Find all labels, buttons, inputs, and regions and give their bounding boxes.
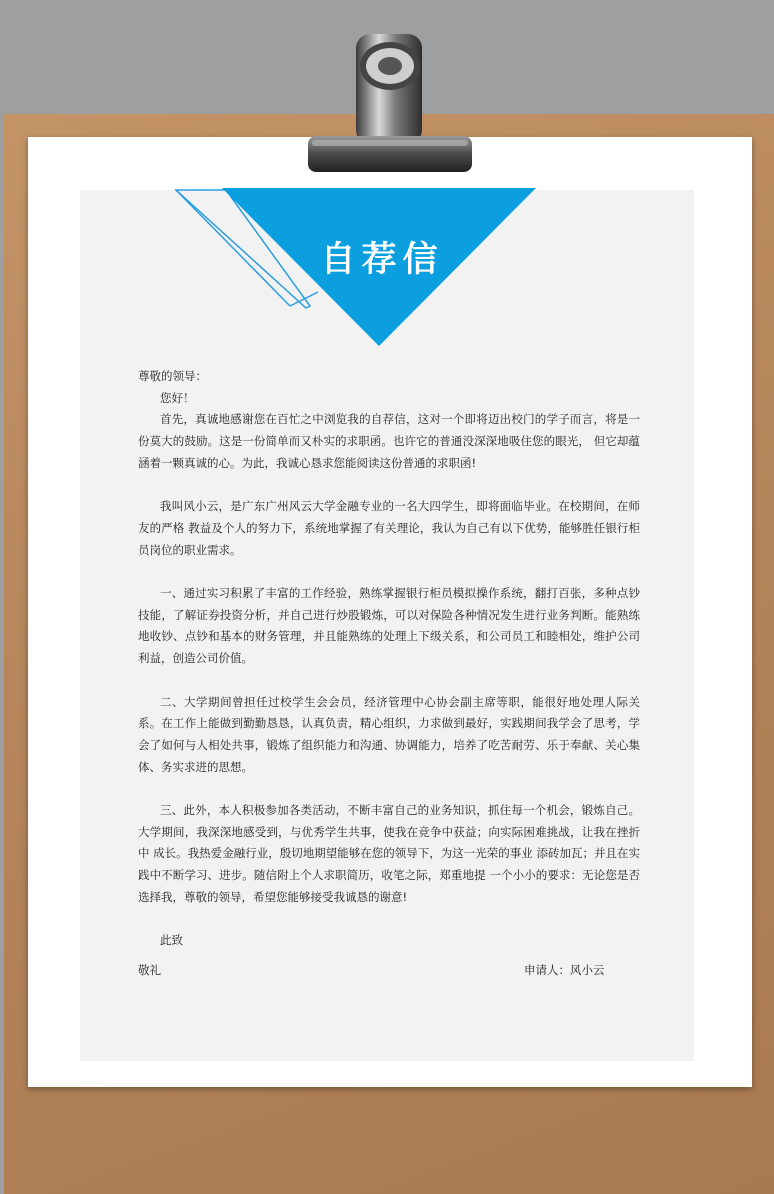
closing: 此致 [160,933,183,948]
banner-outline-base [290,292,318,306]
greeting: 您好！ [160,390,195,405]
binder-clip-icon [298,24,478,176]
letter-body [138,366,640,982]
letter-title: 自荐信 [320,239,444,280]
paragraph-activities: 三、此外，本人积极参加各类活动，不断丰富自己的业务知识，抓住每一个机会，锻炼自己。大学期间，我深深地感受到，与优秀学生共事，使我在竞争中获益；向实际困难挑战，让我在挫折中 成长。我热爱金融行业，殷切地期望能够在您的领导下，为这一光荣的事业 添砖加瓦；并且在实践中不断学习、进步。随信附上个人求职简历，收笔之际，郑重地提 一个小小的要求：无论您是否选择我，尊敬的领导，希望您能够接受我诚恳的谢意! [138,803,640,904]
applicant-signature: 申请人：风小云 [524,962,605,977]
paragraph-intro: 首先，真诚地感谢您在百忙之中浏览我的自荐信，这对一个即将迈出校门的学子而言，将是一份莫大的鼓励。这是一份简单而又朴实的求职函。也许它的普通没深深地吸住您的眼光， 但它却蕴涵着一颗真诚的心。为此，我诚心恳求您能阅读这份普通的求职函! [138,412,640,470]
paragraph-experience: 一、通过实习积累了丰富的工作经验，熟练掌握银行柜员模拟操作系统，翻打百张，多种点钞技能，了解证券投资分析，并自己进行炒股锻炼，可以对保险各种情况发生进行业务判断。能熟练地收钞、点钞和基本的财务管理，并且能熟练的处理上下级关系，和公司员工和睦相处，维护公司利益，创造公司价值。 [138,586,640,666]
paragraph-self-introduction: 我叫风小云，是广东广州风云大学金融专业的一名大四学生，即将面临毕业。在校期间，在师友的严格 教益及个人的努力下，系统地掌握了有关理论，我认为自己有以下优势，能够胜任银行柜员岗位的职业需求。 [138,499,640,557]
paragraph-student-union: 二、大学期间曾担任过校学生会会员，经济管理中心协会副主席等职，能很好地处理人际关系。在工作上能做到勤勤恳恳，认真负责，精心组织，力求做到最好，实践期间我学会了思考，学会了如何与人相处共事，锻炼了组织能力和沟通、协调能力，培养了吃苦耐劳、乐于奉献、关心集体、务实求进的思想。 [138,694,640,774]
salutation: 尊敬的领导： [138,369,207,383]
regards: 敬礼 [138,962,161,977]
signoff-row [138,960,640,982]
